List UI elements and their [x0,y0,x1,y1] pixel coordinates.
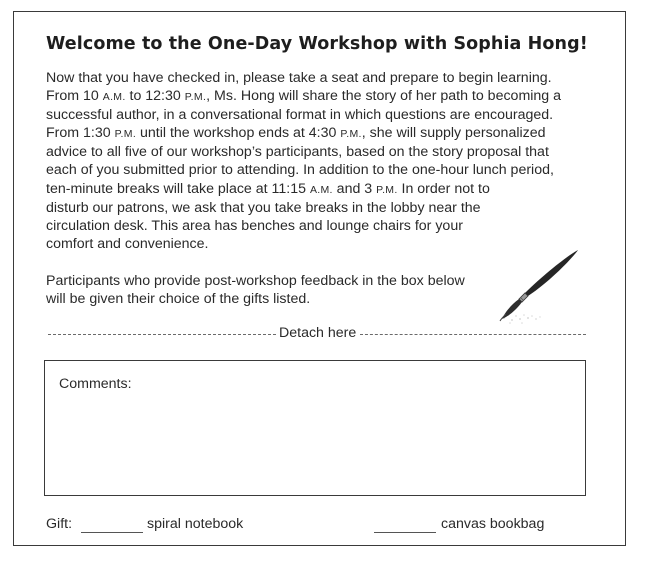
paragraph-line: From 10 A.M. to 12:30 P.M., Ms. Hong will share the story of her path to becoming a [46,88,562,105]
gift-blank-bookbag[interactable] [374,532,436,533]
paragraph-line: successful author, in a conversational format in which questions are encouraged. [46,107,554,124]
dashed-line-left [48,334,276,335]
paragraph-line: Participants who provide post-workshop feedback in the box below [46,273,465,289]
feedback-paragraph [46,272,465,308]
gift-option-notebook: spiral notebook [147,516,244,532]
gift-label: Gift: [46,516,73,532]
detach-label: Detach here [279,325,357,341]
comments-label: Comments: [59,376,132,392]
paintbrush-icon [494,244,586,326]
welcome-paragraph [46,69,561,253]
paragraph-line: Now that you have checked in, please take a seat and prepare to begin learning. [46,70,552,86]
gift-blank-notebook[interactable] [81,532,143,533]
paragraph-line: ten-minute breaks will take place at 11:15 A.M. and 3 P.M. In order not to [46,180,490,197]
comments-box[interactable] [44,360,586,496]
paragraph-line: disturb our patrons, we ask that you take breaks in the lobby near the [46,199,481,216]
paragraph-line: comfort and convenience. [46,235,209,252]
paragraph-line: From 1:30 P.M. until the workshop ends at 4:30 P.M., she will supply personalized [46,125,546,142]
dashed-line-right [360,334,586,335]
paragraph-line: advice to all five of our workshop’s participants, based on the story proposal that [46,144,549,161]
paragraph-line: circulation desk. This area has benches and lounge chairs for your [46,217,463,234]
detach-line [44,325,589,343]
page-title: Welcome to the One-Day Workshop with Sophia Hong! [46,34,588,54]
paragraph-line: will be given their choice of the gifts listed. [46,291,311,308]
gift-option-bookbag: canvas bookbag [441,516,545,532]
paragraph-line: each of you submitted prior to attending. In addition to the one-hour lunch period, [46,162,554,179]
